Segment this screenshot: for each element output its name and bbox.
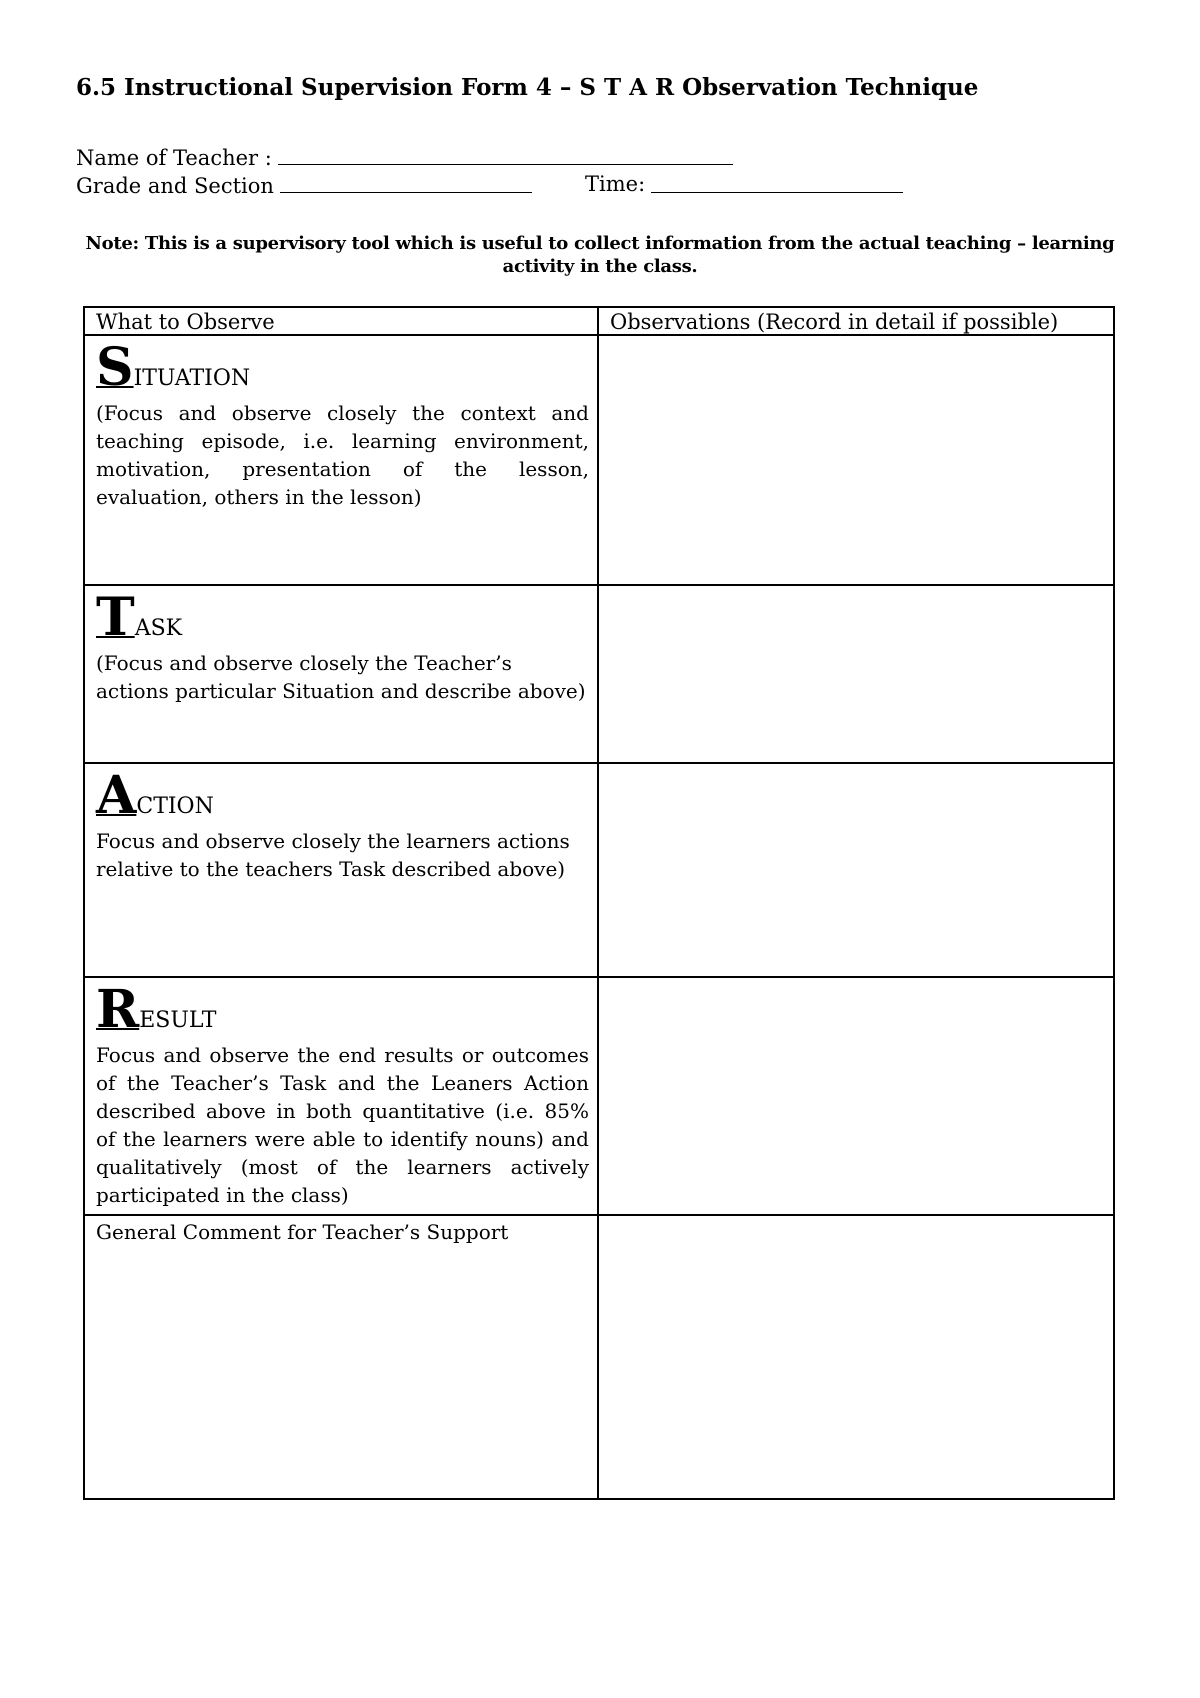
grade-section-label: Grade and Section xyxy=(76,174,274,198)
time-label: Time: xyxy=(585,172,646,196)
general-comment-label: General Comment for Teacher’s Support xyxy=(96,1220,509,1244)
task-heading-rest: ASK xyxy=(134,616,183,641)
table-row xyxy=(84,977,1114,1215)
table-row xyxy=(84,763,1114,977)
situation-heading-rest: ITUATION xyxy=(133,366,251,391)
task-description: (Focus and observe closely the Teacher’s actions particular Situation and describe above) xyxy=(96,651,586,703)
time-blank xyxy=(651,172,903,193)
teacher-name-label: Name of Teacher : xyxy=(76,146,272,170)
result-description: Focus and observe the end results or outcomes of the Teacher’s Task and the Leaners Action described above in both quantitative (i.e. 85% of the learners were able to identify nouns) and qualitatively (most of the learners actively participated in the class) xyxy=(96,1043,589,1207)
table-row xyxy=(84,585,1114,763)
situation-letter: S xyxy=(96,337,134,398)
table-header-row xyxy=(84,307,1114,335)
task-heading xyxy=(96,587,589,649)
action-heading-rest: CTION xyxy=(136,794,214,819)
action-heading xyxy=(96,765,589,827)
general-comment-observation-cell[interactable] xyxy=(598,1215,1114,1499)
grade-time-field xyxy=(76,172,646,198)
teacher-name-blank xyxy=(278,144,733,165)
action-description: Focus and observe closely the learners actions relative to the teachers Task described above) xyxy=(96,829,570,881)
result-heading-rest: ESULT xyxy=(139,1008,217,1033)
task-cell xyxy=(84,585,598,763)
situation-observation-cell[interactable] xyxy=(598,335,1114,585)
table-row xyxy=(84,335,1114,585)
action-cell xyxy=(84,763,598,977)
header-what-to-observe: What to Observe xyxy=(84,307,598,335)
situation-description: (Focus and observe closely the context and teaching episode, i.e. learning environment, motivation, presentation of the lesson, evaluation, others in the lesson) xyxy=(96,401,589,509)
result-cell xyxy=(84,977,598,1215)
star-observation-table xyxy=(83,306,1115,1500)
task-observation-cell[interactable] xyxy=(598,585,1114,763)
grade-section-blank xyxy=(280,172,532,193)
result-observation-cell[interactable] xyxy=(598,977,1114,1215)
table-row xyxy=(84,1215,1114,1499)
action-observation-cell[interactable] xyxy=(598,763,1114,977)
teacher-name-field xyxy=(76,144,733,170)
page-title: 6.5 Instructional Supervision Form 4 – S T A R Observation Technique xyxy=(76,74,979,101)
action-letter: A xyxy=(96,765,137,826)
result-letter: R xyxy=(96,979,140,1040)
situation-cell xyxy=(84,335,598,585)
note-text: Note: This is a supervisory tool which is useful to collect information from the actual teaching – learning activity in the class. xyxy=(85,233,1115,277)
general-comment-cell xyxy=(84,1215,598,1499)
situation-heading xyxy=(96,337,589,399)
task-letter: T xyxy=(96,587,135,648)
result-heading xyxy=(96,979,589,1041)
header-observations: Observations (Record in detail if possible) xyxy=(598,307,1114,335)
